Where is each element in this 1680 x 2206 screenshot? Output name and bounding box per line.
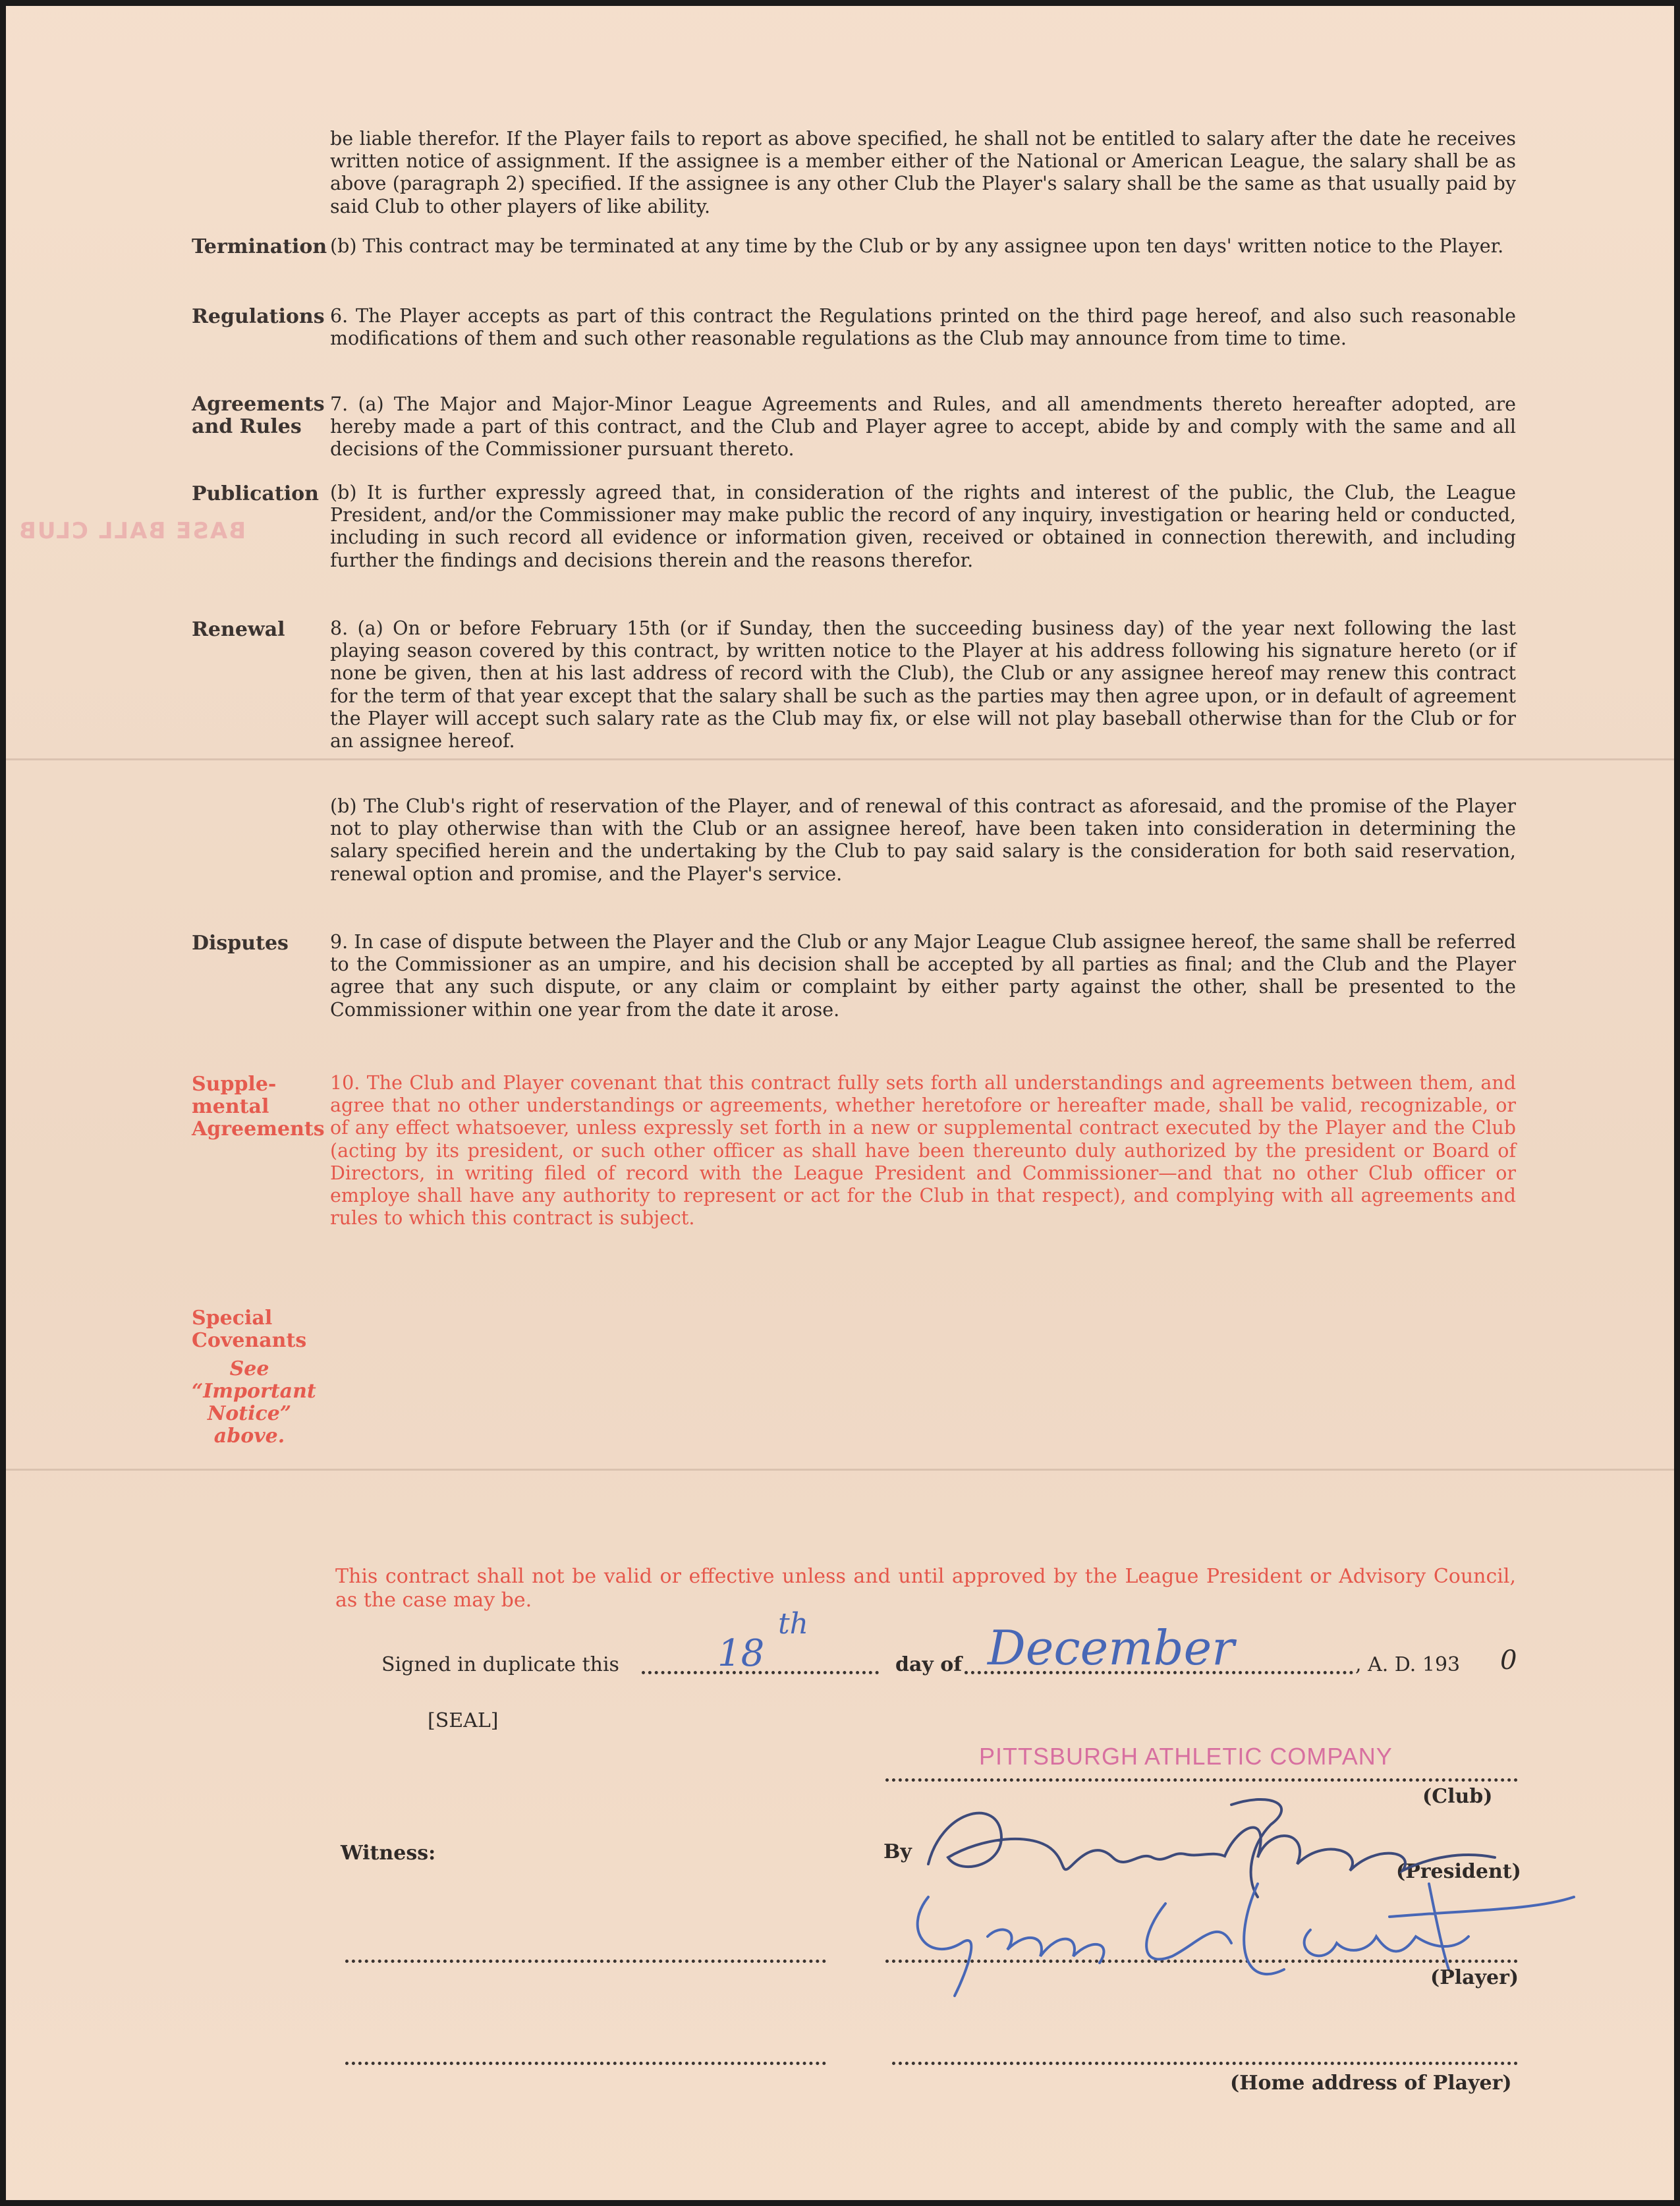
important-notice-ref-2: “Important [192, 1380, 316, 1403]
handwritten-day: 18 [717, 1632, 765, 1675]
ad-label: , A. D. 193 [1355, 1653, 1461, 1676]
day-of-label: day of [895, 1653, 963, 1676]
home-address-label: (Home address of Player) [1230, 2072, 1512, 2095]
side-heading-termination: Termination [192, 235, 327, 258]
home-address-line [892, 2062, 1518, 2065]
paragraph-supplemental-agreements: 10. The Club and Player covenant that this contract fully sets forth all understandings and agreements between them, and agree that no other understandings or agreements, whether heretofore or hereafter made, shall be valid, recognizable, or of any effect whatsoever, unless expressly set forth in a new or supplemental contract executed by the Player and the Club (acting by its president, or such other officer as shall have been thereunto duly authorized by the president or Board of Directors, in writing filed of record with the League President and Commissioner—and that no other Club officer or employe shall have any authority to represent or act for the Club in that respect), and complying with all agreements and rules to which this contract is subject. [330, 1072, 1516, 1230]
witness-label: Witness: [341, 1842, 436, 1865]
side-heading-special-covenants: Special Covenants [192, 1307, 307, 1352]
side-heading-agreements-rules: Agreements and Rules [192, 393, 325, 438]
important-notice-ref-4: above. [213, 1425, 285, 1448]
club-label: (Club) [1422, 1785, 1493, 1808]
handwritten-day-suffix: th [778, 1607, 809, 1641]
important-notice-ref-1: See [229, 1357, 269, 1380]
side-heading-regulations: Regulations [192, 305, 325, 328]
important-notice-ref-3: Notice” [207, 1402, 292, 1425]
paragraph-agreements-rules: 7. (a) The Major and Major-Minor League Agreements and Rules, and all amendments thereto hereafter adopted, are hereby made a part of this contract, and the Club and Player agree to accept, abide by and comply with the same and all decisions of the Commissioner pursuant thereto. [330, 393, 1516, 461]
handwritten-year-digit: 0 [1500, 1645, 1517, 1676]
fold-crease [6, 758, 1674, 760]
side-heading-supplemental-agreements: Supple- mental Agreements [192, 1073, 325, 1141]
contract-page [6, 6, 1674, 2200]
player-signature [889, 1857, 1574, 2016]
paragraph-publication: (b) It is further expressly agreed that, in consideration of the rights and interest of the public, the Club, the League President, and/or the Commissioner may make public the record of any inquiry, investigation or hearing held or conducted, including in such record all evidence or information given, received or obtained in connection therewith, and including further the findings and decisions therein and the reasons therefor. [330, 482, 1516, 571]
paragraph-renewal-a: 8. (a) On or before February 15th (or if Sunday, then the succeeding business day) of the year next following the last playing season covered by this contract, by written notice to the Player at his address following his signature hereto (or if none be given, then at his last address of record with the Club), the Club or any assignee hereof may renew this contract for the term of that year except that the salary shall be such as the parties may then agree upon, or in default of agreement the Player will accept such salary rate as the Club may fix, or else will not play baseball otherwise than for the Club or for an assignee hereof. [330, 617, 1516, 752]
signing-prefix: Signed in duplicate this [381, 1653, 619, 1676]
club-line [885, 1778, 1518, 1782]
by-label: By [883, 1840, 912, 1863]
paragraph-regulations: 6. The Player accepts as part of this contract the Regulations printed on the third page hereof, and also such reasonable modifications of them and such other reasonable regulations as the Club may announce from time to time. [330, 305, 1516, 350]
club-stamp: PITTSBURGH ATHLETIC COMPANY [979, 1743, 1393, 1770]
seal-label: [SEAL] [428, 1709, 499, 1732]
fold-crease [6, 1469, 1674, 1471]
paragraph-disputes: 9. In case of dispute between the Player and the Club or any Major League Club assignee hereof, the same shall be referred to the Commissioner as an umpire, and his decision shall be accepted by all parties as final; and the Club and the Player agree that any such dispute, or any claim or complaint by either party against the other, shall be presented to the Commissioner within one year from the date it arose. [330, 931, 1516, 1021]
witness-line-1 [345, 1960, 826, 1963]
side-heading-disputes: Disputes [192, 932, 289, 955]
paragraph-renewal-b: (b) The Club's right of reservation of the Player, and of renewal of this contract as aforesaid, and the promise of the Player not to play otherwise than with the Club or an assignee hereof, have been taken into consideration in determining the salary specified herein and the undertaking by the Club to pay said salary is the consideration for both said reservation, renewal option and promise, and the Player's service. [330, 795, 1516, 885]
paragraph-termination: (b) This contract may be terminated at any time by the Club or by any assignee upon ten days' written notice to the Player. [330, 235, 1504, 257]
mirrored-stamp-bleed: BASE BALL CLUB [18, 518, 246, 544]
witness-line-2 [345, 2062, 826, 2065]
handwritten-month: December [988, 1620, 1235, 1676]
validity-notice: This contract shall not be valid or effective unless and until approved by the League President or Advisory Council, as the case may be. [335, 1565, 1516, 1612]
side-heading-publication: Publication [192, 482, 319, 505]
side-heading-renewal: Renewal [192, 618, 285, 641]
paragraph-continuation: be liable therefor. If the Player fails to report as above specified, he shall not be entitled to salary after the date he receives written notice of assignment. If the assignee is a member either of the National or American League, the salary shall be as above (paragraph 2) specified. If the assignee is any other Club the Player's salary shall be the same as that usually paid by said Club to other players of like ability. [330, 128, 1516, 217]
player-label: (Player) [1430, 1966, 1519, 1989]
president-label: (President) [1396, 1860, 1521, 1883]
